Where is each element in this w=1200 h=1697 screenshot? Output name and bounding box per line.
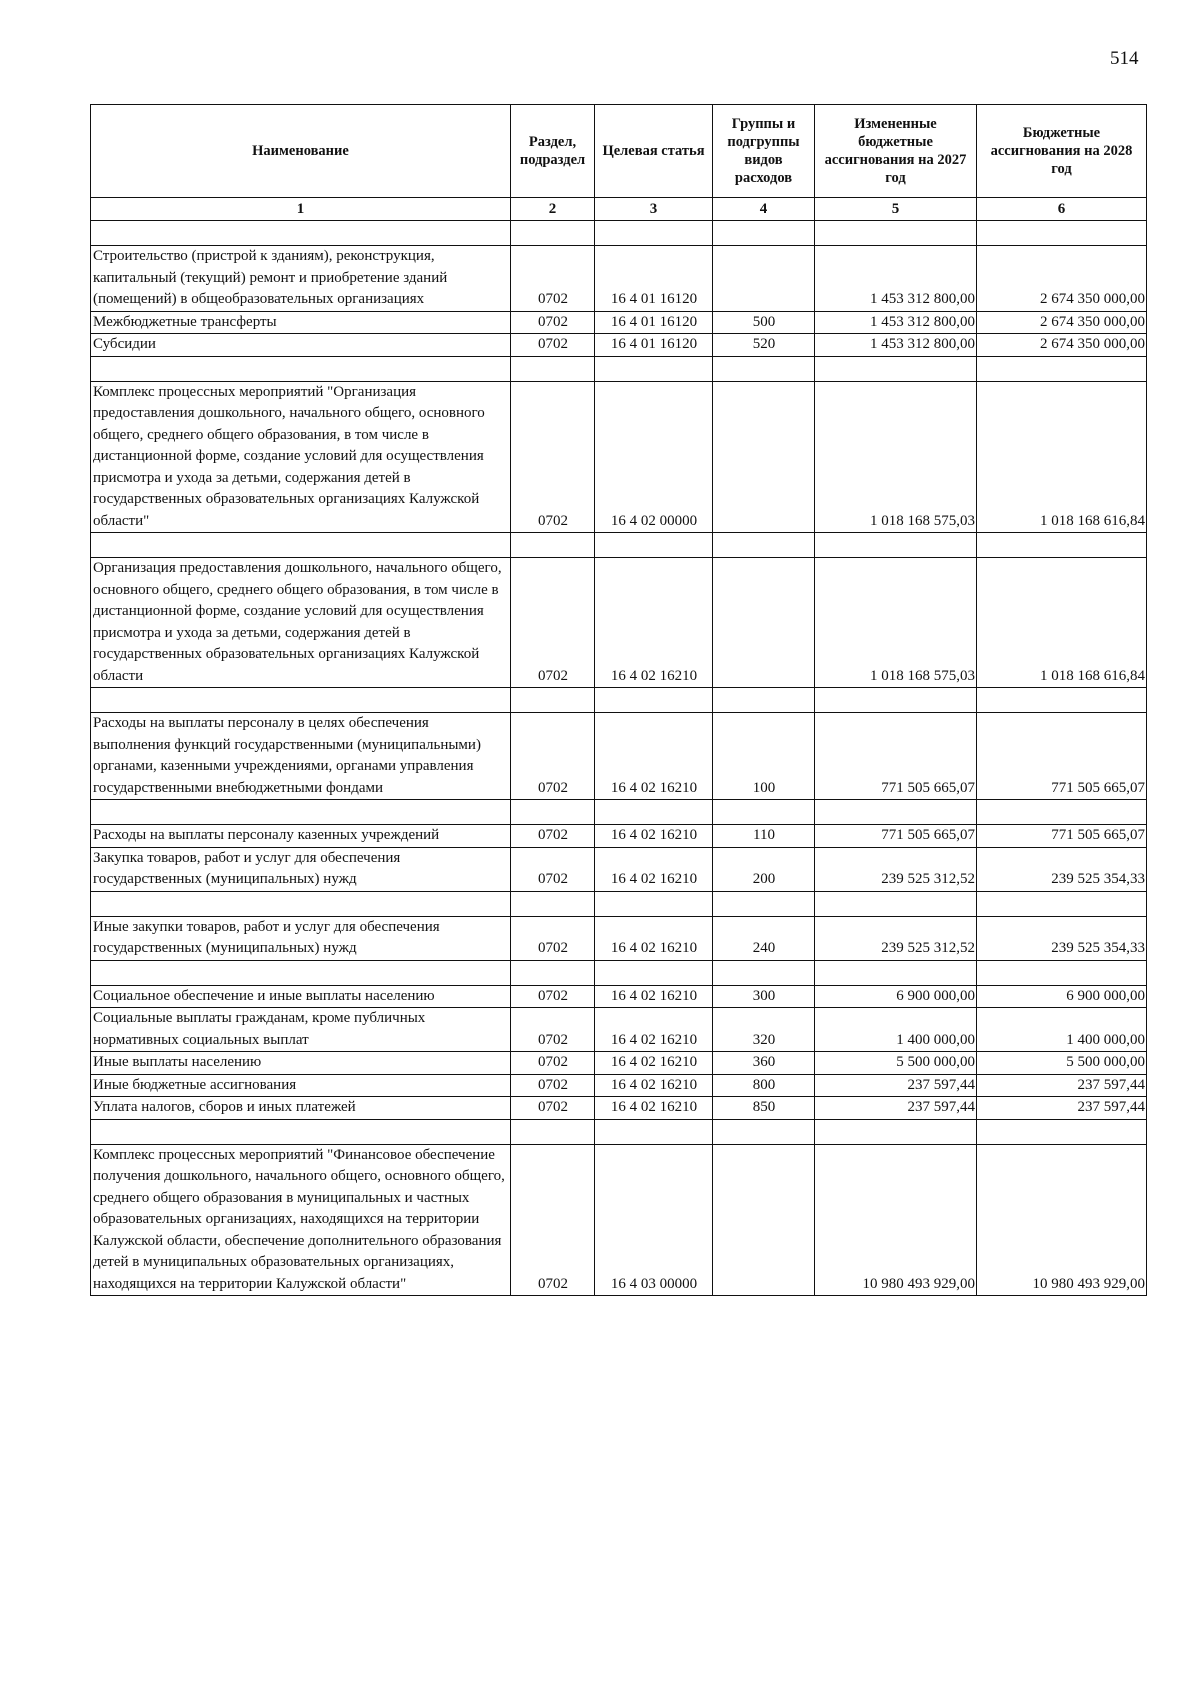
row-name: Комплекс процессных мероприятий "Финансовое обеспечение получения дошкольного, начального общего, основного общего, среднего общего образования в муниципальных и частных образовательных организациях, находящихся на территории Калужской области, обеспечение дополнительного образования детей в муниципальных образовательных организациях, находящихся на территории Калужской области" <box>91 1144 511 1296</box>
spacer-row <box>91 1119 1147 1144</box>
table-row <box>91 334 1147 357</box>
row-article: 16 4 02 16210 <box>595 1097 713 1120</box>
row-name: Иные бюджетные ассигнования <box>91 1074 511 1097</box>
row-section: 0702 <box>511 246 595 312</box>
row-section: 0702 <box>511 1008 595 1052</box>
row-article: 16 4 01 16120 <box>595 311 713 334</box>
row-amount-2028: 6 900 000,00 <box>977 985 1147 1008</box>
row-amount-2027: 1 453 312 800,00 <box>815 334 977 357</box>
row-name: Иные выплаты населению <box>91 1052 511 1075</box>
row-amount-2027: 237 597,44 <box>815 1097 977 1120</box>
page-number: 514 <box>1110 48 1139 69</box>
row-amount-2027: 239 525 312,52 <box>815 847 977 891</box>
table-row <box>91 311 1147 334</box>
row-section: 0702 <box>511 825 595 848</box>
table-row <box>91 1074 1147 1097</box>
row-article: 16 4 02 16210 <box>595 1008 713 1052</box>
row-article: 16 4 02 16210 <box>595 916 713 960</box>
row-group <box>713 558 815 688</box>
row-amount-2028: 771 505 665,07 <box>977 825 1147 848</box>
row-group: 110 <box>713 825 815 848</box>
row-article: 16 4 03 00000 <box>595 1144 713 1296</box>
table-row <box>91 1008 1147 1052</box>
row-name: Межбюджетные трансферты <box>91 311 511 334</box>
column-number: 3 <box>595 198 713 221</box>
table-row <box>91 985 1147 1008</box>
spacer-row <box>91 960 1147 985</box>
row-amount-2028: 239 525 354,33 <box>977 847 1147 891</box>
row-section: 0702 <box>511 1144 595 1296</box>
spacer-row <box>91 533 1147 558</box>
row-article: 16 4 02 16210 <box>595 558 713 688</box>
row-amount-2028: 1 018 168 616,84 <box>977 558 1147 688</box>
row-group: 320 <box>713 1008 815 1052</box>
table-row <box>91 1052 1147 1075</box>
row-group: 850 <box>713 1097 815 1120</box>
header-group: Группы и подгруппы видов расходов <box>713 105 815 198</box>
row-name: Комплекс процессных мероприятий "Организация предоставления дошкольного, начального общего, основного общего, среднего общего образования, в том числе в дистанционной форме, создание условий для осуществления присмотра и ухода за детьми, содержания детей в государственных образовательных организациях Калужской области" <box>91 381 511 533</box>
row-name: Расходы на выплаты персоналу казенных учреждений <box>91 825 511 848</box>
header-section: Раздел, подраздел <box>511 105 595 198</box>
row-article: 16 4 02 00000 <box>595 381 713 533</box>
row-group: 500 <box>713 311 815 334</box>
row-article: 16 4 01 16120 <box>595 246 713 312</box>
header-2027: Измененные бюджетные ассигнования на 2027 год <box>815 105 977 198</box>
row-name: Иные закупки товаров, работ и услуг для обеспечения государственных (муниципальных) нужд <box>91 916 511 960</box>
spacer-row <box>91 356 1147 381</box>
row-group <box>713 1144 815 1296</box>
row-amount-2028: 239 525 354,33 <box>977 916 1147 960</box>
row-group: 240 <box>713 916 815 960</box>
spacer-row <box>91 688 1147 713</box>
row-amount-2027: 771 505 665,07 <box>815 713 977 800</box>
table-row <box>91 713 1147 800</box>
row-amount-2027: 5 500 000,00 <box>815 1052 977 1075</box>
row-article: 16 4 02 16210 <box>595 1052 713 1075</box>
row-group: 520 <box>713 334 815 357</box>
row-amount-2027: 1 453 312 800,00 <box>815 311 977 334</box>
row-amount-2027: 10 980 493 929,00 <box>815 1144 977 1296</box>
row-section: 0702 <box>511 334 595 357</box>
spacer-row <box>91 221 1147 246</box>
spacer-row <box>91 800 1147 825</box>
row-name: Социальное обеспечение и иные выплаты населению <box>91 985 511 1008</box>
column-number: 6 <box>977 198 1147 221</box>
row-amount-2028: 1 018 168 616,84 <box>977 381 1147 533</box>
header-article: Целевая статья <box>595 105 713 198</box>
row-name: Закупка товаров, работ и услуг для обеспечения государственных (муниципальных) нужд <box>91 847 511 891</box>
row-group: 100 <box>713 713 815 800</box>
row-amount-2027: 1 018 168 575,03 <box>815 558 977 688</box>
row-article: 16 4 02 16210 <box>595 985 713 1008</box>
row-section: 0702 <box>511 1052 595 1075</box>
table-row <box>91 916 1147 960</box>
row-name: Социальные выплаты гражданам, кроме публичных нормативных социальных выплат <box>91 1008 511 1052</box>
row-amount-2027: 1 018 168 575,03 <box>815 381 977 533</box>
header-2028: Бюджетные ассигнования на 2028 год <box>977 105 1147 198</box>
column-number: 1 <box>91 198 511 221</box>
row-group: 800 <box>713 1074 815 1097</box>
row-section: 0702 <box>511 985 595 1008</box>
row-amount-2028: 10 980 493 929,00 <box>977 1144 1147 1296</box>
row-section: 0702 <box>511 916 595 960</box>
row-section: 0702 <box>511 713 595 800</box>
row-name: Организация предоставления дошкольного, начального общего, основного общего, среднего общего образования, в том числе в дистанционной форме, создание условий для осуществления присмотра и ухода за детьми, содержания детей в государственных образовательных организациях Калужской области <box>91 558 511 688</box>
table-row <box>91 558 1147 688</box>
row-group: 200 <box>713 847 815 891</box>
row-amount-2027: 771 505 665,07 <box>815 825 977 848</box>
row-group <box>713 381 815 533</box>
spacer-row <box>91 891 1147 916</box>
row-name: Расходы на выплаты персоналу в целях обеспечения выполнения функций государственными (муниципальными) органами, казенными учреждениями, органами управления государственными внебюджетными фондами <box>91 713 511 800</box>
row-section: 0702 <box>511 1074 595 1097</box>
row-amount-2028: 2 674 350 000,00 <box>977 334 1147 357</box>
column-number: 4 <box>713 198 815 221</box>
row-group: 360 <box>713 1052 815 1075</box>
column-number-row <box>91 198 1147 221</box>
row-amount-2027: 237 597,44 <box>815 1074 977 1097</box>
row-name: Субсидии <box>91 334 511 357</box>
row-amount-2028: 2 674 350 000,00 <box>977 311 1147 334</box>
column-number: 5 <box>815 198 977 221</box>
row-amount-2028: 237 597,44 <box>977 1097 1147 1120</box>
row-section: 0702 <box>511 311 595 334</box>
row-article: 16 4 02 16210 <box>595 847 713 891</box>
header-row <box>91 105 1147 198</box>
row-amount-2028: 2 674 350 000,00 <box>977 246 1147 312</box>
row-section: 0702 <box>511 558 595 688</box>
column-number: 2 <box>511 198 595 221</box>
budget-table <box>90 104 1147 1296</box>
row-amount-2028: 237 597,44 <box>977 1074 1147 1097</box>
row-section: 0702 <box>511 381 595 533</box>
row-amount-2027: 6 900 000,00 <box>815 985 977 1008</box>
row-group <box>713 246 815 312</box>
row-name: Уплата налогов, сборов и иных платежей <box>91 1097 511 1120</box>
row-amount-2027: 239 525 312,52 <box>815 916 977 960</box>
row-section: 0702 <box>511 1097 595 1120</box>
row-article: 16 4 01 16120 <box>595 334 713 357</box>
row-section: 0702 <box>511 847 595 891</box>
row-amount-2028: 771 505 665,07 <box>977 713 1147 800</box>
row-article: 16 4 02 16210 <box>595 825 713 848</box>
table-row <box>91 381 1147 533</box>
row-article: 16 4 02 16210 <box>595 1074 713 1097</box>
row-amount-2027: 1 400 000,00 <box>815 1008 977 1052</box>
row-amount-2027: 1 453 312 800,00 <box>815 246 977 312</box>
table-row <box>91 1144 1147 1296</box>
table-row <box>91 246 1147 312</box>
table-row <box>91 825 1147 848</box>
row-amount-2028: 1 400 000,00 <box>977 1008 1147 1052</box>
row-article: 16 4 02 16210 <box>595 713 713 800</box>
table-row <box>91 847 1147 891</box>
row-amount-2028: 5 500 000,00 <box>977 1052 1147 1075</box>
row-group: 300 <box>713 985 815 1008</box>
header-name: Наименование <box>91 105 511 198</box>
row-name: Строительство (пристрой к зданиям), реконструкция, капитальный (текущий) ремонт и приобретение зданий (помещений) в общеобразовательных организациях <box>91 246 511 312</box>
table-row <box>91 1097 1147 1120</box>
